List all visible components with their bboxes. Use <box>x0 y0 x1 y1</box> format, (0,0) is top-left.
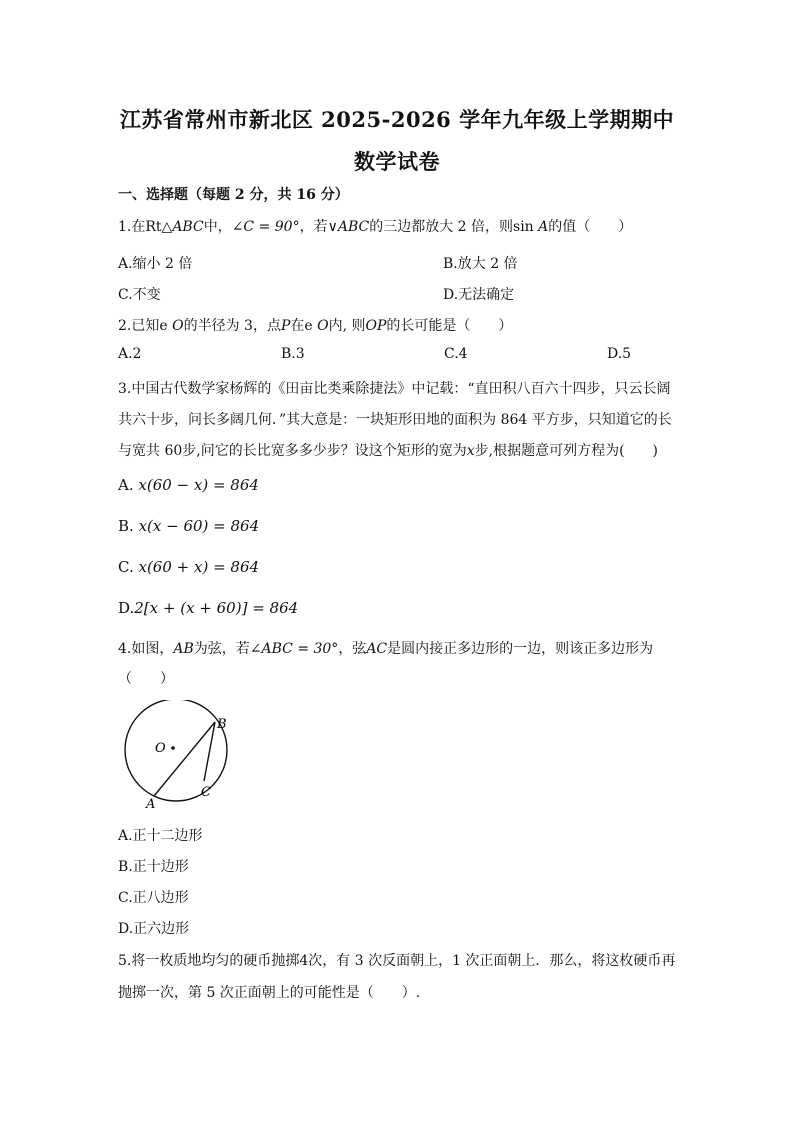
exam-title-line1: 江苏省常州市新北区 2025-2026 学年九年级上学期期中 <box>119 107 675 132</box>
q4-text-1: 4.如图， <box>118 641 174 657</box>
q1-text-5: 的值（ ） <box>548 219 633 235</box>
q1-angle: ∠C = 90° <box>231 219 300 235</box>
q3-option-d-label: D. <box>118 599 135 617</box>
q1-text-3: ，若 <box>299 219 328 235</box>
q4-text-3: ，弦 <box>338 641 367 657</box>
q4-label-a: A <box>146 797 156 812</box>
q2-text-3: 在 <box>290 318 305 334</box>
q3-line-3 <box>118 440 658 460</box>
q4-chord-bc <box>204 722 215 781</box>
q4-label-o: O <box>155 741 166 756</box>
section-heading-choice: 一、选择题（每题 2 分，共 16 分） <box>118 187 349 203</box>
q4-angle: ∠ABC = 30° <box>249 641 339 657</box>
q2-op: OP <box>365 318 387 334</box>
q4-circle-figure <box>118 700 238 812</box>
q2-circle-e-2: e <box>304 318 313 334</box>
q3-option-b-expr: x(x − 60) = 864 <box>138 517 260 535</box>
q4-text-2: 为弦，若 <box>193 641 250 657</box>
q3-option-d <box>118 599 298 617</box>
q1-text-2: 中， <box>203 219 232 235</box>
q3-option-d-expr: 2[x + (x + 60)] = 864 <box>134 599 299 617</box>
q3-var-x: x <box>466 443 475 459</box>
q1-v-symbol: ∨ <box>327 219 338 235</box>
q1-abc-2: ABC <box>337 219 370 235</box>
q3-line-3b: 步,根据题意可列方程为( ) <box>474 443 658 459</box>
q4-center-dot <box>171 746 175 750</box>
q4-option-c: C.正八边形 <box>118 890 189 906</box>
q3-option-a-label: A. <box>118 476 134 494</box>
q4-label-b: B <box>217 717 227 732</box>
q4-circle <box>125 700 227 801</box>
q1-option-b: B.放大 2 倍 <box>443 256 518 272</box>
q1-option-a: A.缩小 2 倍 <box>118 256 193 272</box>
q2-point-p: P <box>280 318 291 334</box>
question-1 <box>118 216 632 236</box>
q3-option-a <box>118 476 259 494</box>
q1-option-d: D.无法确定 <box>443 287 515 303</box>
q2-option-a: A.2 <box>118 346 142 362</box>
q1-text-1: 1.在 <box>118 219 146 235</box>
q5-line-2: 抛掷一次，第 5 次正面朝上的可能性是（ ）. <box>118 985 421 1001</box>
q2-option-b: B.3 <box>281 346 305 362</box>
q1-sin: sin <box>513 219 534 235</box>
q4-answer-paren: （ ） <box>118 671 174 687</box>
q4-ac: AC <box>366 641 388 657</box>
q1-rt: Rt <box>145 219 162 235</box>
question-4 <box>118 638 653 658</box>
q5-line-1: 5.将一枚质地均匀的硬币抛掷4次，有 3 次反面朝上，1 次正面朝上．那么，将这枚硬币再 <box>118 953 676 969</box>
q2-text-4: 内, 则 <box>328 318 366 334</box>
q4-label-c: C <box>201 785 211 800</box>
q2-option-d: D.5 <box>607 346 632 362</box>
q4-option-d: D.正六边形 <box>118 921 190 937</box>
q3-option-b <box>118 517 259 535</box>
exam-title-line2: 数学试卷 <box>354 149 440 174</box>
q4-text-4: 是圆内接正多边形的一边，则该正多边形为 <box>387 641 654 657</box>
q4-ab: AB <box>173 641 194 657</box>
q2-text-5: 的长可能是（ ） <box>386 318 513 334</box>
q3-option-c-expr: x(60 + x) = 864 <box>138 558 260 576</box>
q2-circle-o-2: O <box>317 318 329 334</box>
q3-option-c <box>118 558 259 576</box>
q1-a: A <box>538 219 549 235</box>
q3-line-1: 3.中国古代数学家杨辉的《田亩比类乘除捷法》中记载：“直田积八百六十四步，只云长阔 <box>118 381 671 397</box>
q2-text-2: 的半径为 3，点 <box>183 318 281 334</box>
q1-option-c: C.不变 <box>118 287 161 303</box>
q1-text-4: 的三边都放大 2 倍，则 <box>369 219 514 235</box>
q2-circle-e: e <box>159 318 168 334</box>
q3-option-b-label: B. <box>118 517 134 535</box>
q2-text-1: 2.已知 <box>118 318 160 334</box>
q3-line-3a: 与宽共 60步,问它的长比宽多多少步？设这个矩形的宽为 <box>118 443 467 459</box>
q1-abc: ABC <box>172 219 204 235</box>
q2-option-c: C.4 <box>444 346 468 362</box>
q3-option-a-expr: x(60 − x) = 864 <box>138 476 259 494</box>
q2-circle-o: O <box>172 318 184 334</box>
q1-triangle-symbol: △ <box>161 219 173 235</box>
q3-line-2: 共六十步，问长多阔几何．”其大意是：一块矩形田地的面积为 864 平方步，只知道它的长 <box>118 412 672 428</box>
q3-option-c-label: C. <box>118 558 134 576</box>
q4-option-a: A.正十二边形 <box>118 828 203 844</box>
question-2 <box>118 315 512 335</box>
q4-option-b: B.正十边形 <box>118 859 189 875</box>
